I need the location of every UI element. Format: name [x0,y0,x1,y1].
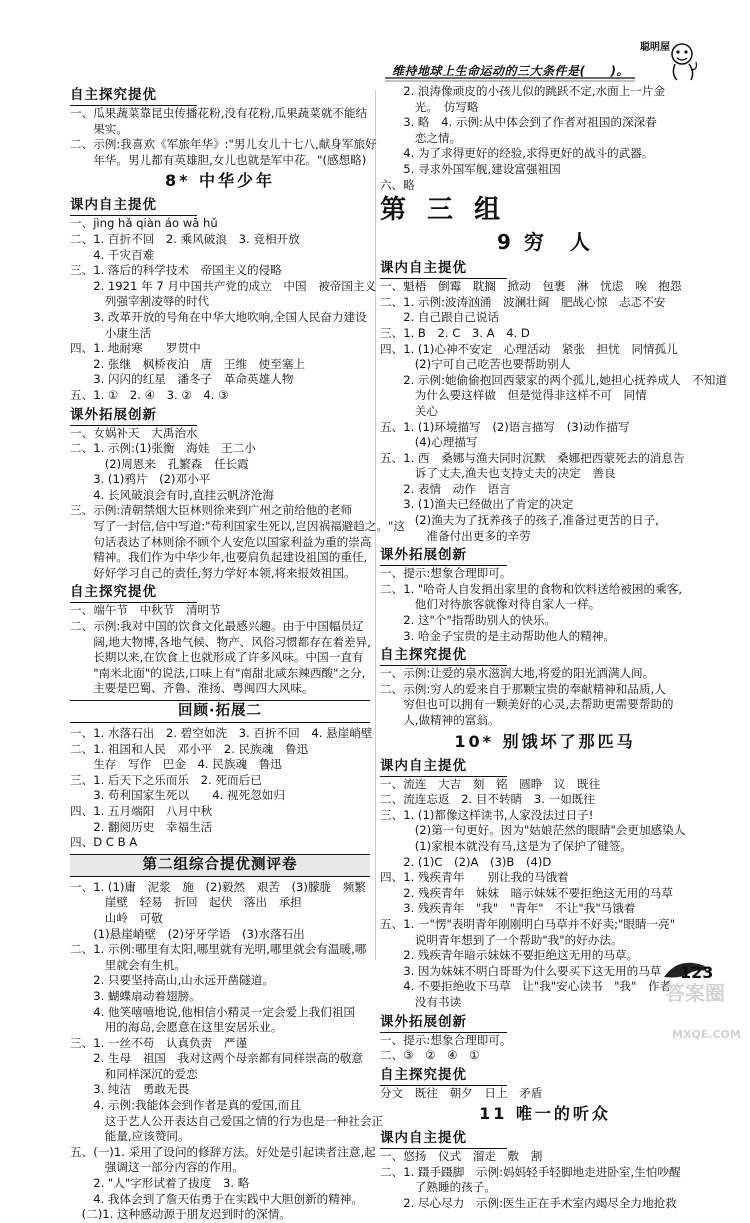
answer-line: 没有书读 [380,994,462,1009]
answer-line: 2. 这"个"指帮助别人的快乐。 [380,613,557,628]
section-heading: 课内自主提优 [380,757,507,777]
answer-line: (2)第一句更好。因为"姑娘茫然的眼睛"会更加感染人 [380,823,686,838]
answer-line: 崖壁 轻易 折回 起伏 落出 承担 [70,895,302,910]
answer-line: 4. 长风破浪会有时,直挂云帆济沧海 [70,487,274,502]
group-title: 第 三 组 [380,195,507,226]
monkey-mascot-icon [665,40,699,82]
answer-line: 2. 残疾青年 妹妹 暗示妹妹不要拒绝这无用的马草 [380,885,673,900]
answer-line: 四、1. 五月端阳 八月中秋 [70,803,213,818]
answer-line: 五、(一)1. 采用了设问的修辞方法。好处是引起读者注意,起 [70,1144,376,1159]
right-column [380,84,727,1212]
section-heading-row [380,1064,710,1086]
section-heading: 课内自主提优 [380,259,507,279]
answer-line: 2. "人"字形试着了拔度 3. 略 [70,1176,250,1191]
answer-line: 一、女娲补天 大禹治水 [70,425,198,440]
answer-line: 四、1. 残疾青年 别让我的马饿着 [380,870,569,885]
answer-line: 长期以来,在饮食上也就形成了许多风味。中国一直有 [70,650,364,665]
section-heading-row [70,581,370,603]
answer-line: 2. 只要坚持高山,山永远开凿隧道。 [70,973,274,988]
answer-line: 3. 略 4. 示例:从中体会到了作者对祖国的深深眷 [380,115,657,130]
answer-line: 一、魁梧 倒霉 耽搁 掀动 包裹 淋 忧虑 唉 抱怨 [380,279,682,294]
answer-line: 二、1. 示例:波涛汹涌 波澜壮阔 肥战心惊 忐忑不安 [380,294,666,309]
answer-line: 三、示例:清朝禁烟大臣林则徐来到广州之前给他的老师 [70,503,353,518]
answer-line: 三、1. 后天下之乐而乐 2. 死而后已 [70,772,262,787]
answer-line: 强调这一部分内容的作用。 [70,1160,244,1175]
answer-line: 4. 不要拒绝收下马草 让"我"安心读书 "我" 作者 [380,979,672,994]
answer-line: (4)心理描写 [380,435,478,450]
answer-line: 五、1. (1)环境描写 (2)语言描写 (3)动作描写 [380,419,630,434]
section-heading: 自主探究提优 [70,86,197,106]
section-heading: 自主探究提优 [380,646,507,666]
unit-banner: 第二组综合提优测评卷 [70,854,370,877]
answer-line: 能量,应该赞同。 [70,1129,190,1144]
answer-line: 和同样深沉的爱恋 [70,1066,198,1081]
answer-line: 准备付出更多的辛劳 [380,528,531,543]
answer-line: 3. (1)渔夫已经做出了肯定的决定 [380,497,574,512]
answer-line: 关心 [380,403,438,418]
answer-line: 四、D C B A [70,835,138,850]
answer-line: 年华。男儿都有英雄胆,女儿也就是军中花。"(感想略) [70,152,367,167]
answer-line: 穷但也可以拥有一颗美好的心灵,去帮助更需要帮助的 [380,697,674,712]
answer-line: 四、1. 地耐寒 罗贯中 [70,341,201,356]
answer-line: 2. 生母 祖国 我对这两个母亲都有同样崇高的敬意 [70,1051,363,1066]
answer-line: 二、1. 百折不回 2. 乘风破浪 3. 竞相开放 [70,231,300,246]
answer-line: 2. 残疾青年暗示妹妹不要拒绝这无用的马草。 [380,948,639,963]
answer-line: 3. 因为妹妹不明白哥哥为什么要买下这无用的马草 [380,963,662,978]
answer-line: 列强宰割凌辱的时代 [70,294,210,309]
header-slogan: 维持地球上生命运动的三大条件是( )。 [392,64,629,78]
answer-line: 小康生活 [70,325,152,340]
lesson-title: 10* 别饿坏了那匹马 [454,731,636,751]
watermark-url: MXQE.COM [672,1028,741,1041]
answer-line: 了熟睡的孩子。 [380,1180,496,1195]
answer-line: 六、略 [380,177,415,192]
answer-line: 2. 浪涛像顽皮的小孩儿似的跳跃不定,水面上一片金 [380,84,666,98]
answer-line: 3. 苟利国家生死以 4. 视死忽如归 [70,788,285,803]
answer-line: 一、jìng hǎ qiàn áo wā hǔ [70,216,218,231]
answer-line: 恋之情。 [380,130,462,145]
answer-line: 一、流连 大吉 刻 铭 圆睁 议 既往 [380,776,601,791]
answer-line: 一、1. 水落石出 2. 碧空如洗 3. 百折不回 4. 悬崖峭壁 [70,726,373,740]
answer-line: 人,做精神的富翁。 [380,713,500,727]
answer-line: 二、示例:我喜欢《军旅年华》:"男儿女儿十七八,献身军旅好 [70,137,377,152]
section-heading-row [70,84,370,106]
answer-line: 2. 表情 动作 语言 [380,481,511,496]
answer-line: 一、示例:让爱的泉水滋润大地,将爱的阳光洒满人间。 [380,666,655,681]
answer-line: (2)周恩来 孔繁森 任长霞 [70,456,249,471]
answer-line: 4. 为了求得更好的经验,求得更好的战斗的武器。 [380,146,654,161]
section-heading: 自主探究提优 [70,583,197,603]
answer-line: 一、瓜果蔬菜靠昆虫传播花粉,没有花粉,瓜果蔬菜就不能结 [70,106,368,120]
page-number: 123 [680,963,714,982]
answer-line: 诉了丈夫,渔夫也支持丈夫的决定 善良 [380,466,616,481]
answer-line: 一、端午节 中秋节 清明节 [70,603,221,618]
lesson-title: 11 唯一的听众 [479,1104,611,1124]
answer-line: 2. 1921 年 7 月中国共产党的成立 中国 被帝国主义 [70,278,377,293]
answer-line: 阔,地大物博,各地气候、物产、风俗习惯都存在着差异, [70,634,371,649]
answer-line: 2. 示例:她偷偷抱回西蒙家的两个孤儿,她担心抚养成人 不知道 [380,372,727,387]
answer-line: 用的海岛,会愿意在这里安居乐业。 [70,1020,283,1035]
answer-line: 二、③ ② ④ ① [380,1048,480,1063]
answer-line: 4. 千灾百难 [70,247,155,262]
section-heading: 课内自主提优 [380,1129,507,1149]
answer-line: 3. 残疾青年 "我" "青年" 不让"我"马饿着 [380,901,636,916]
answer-line: 3. 蝴蝶扇动着翅膀。 [70,988,201,1003]
section-heading: 课外拓展创新 [380,1013,507,1033]
answer-line: 3. 改革开放的号角在中华大地吹响,全国人民奋力建设 [70,309,367,324]
lesson-title: 8* 中华少年 [164,171,276,191]
answer-line: 一、悠扬 仪式 溜走 敷 割 [380,1149,543,1164]
answer-line: 二、示例:我对中国的饮食文化最感兴趣。由于中国幅员辽 [70,619,364,634]
section-heading-row [380,1127,710,1149]
answer-line: 他们对待旅客就像对待自家人一样。 [380,597,601,612]
answer-line: 4. 他笑嘻嘻地说,他相信小精灵一定会爱上我们祖国 [70,1004,356,1019]
answer-line: 二、1. 蹑手蹑脚 示例:妈妈轻手轻脚地走进卧室,生怕吵醒 [380,1164,681,1179]
answer-line: 主要是巴蜀、齐鲁、淮扬、粤闽四大风味。 [70,681,314,696]
answer-line: 三、1. B 2. C 3. A 4. D [380,325,530,340]
answer-line: 里就会有生机。 [70,957,186,972]
section-heading: 课外拓展创新 [70,406,197,426]
answer-line: 3. 闪闪的红星 潘冬子 革命英雄人物 [70,372,294,387]
answer-line: 一、提示:想象合理即可。 [380,1032,512,1047]
section-heading: 自主探究提优 [380,1066,507,1086]
answer-line: 这于艺人公开表达自己爱国之情的行为也是一种社会正 [70,1113,384,1128]
answer-line: 果实。 [70,121,128,136]
section-heading-row [70,194,370,216]
answer-line: 山岭 可敬 [70,910,163,925]
answer-line: "南米北面"的说法,口味上有"南甜北咸东辣西酸"之分, [70,665,366,680]
section-heading-row [70,404,370,426]
answer-line: 二、1. 示例:(1)张衡 海娃 王二小 [70,441,256,456]
section-heading: 课外拓展创新 [380,546,507,566]
answer-line: 五、1. 西 桑娜与渔夫同时沉默 桑娜把西蒙死去的消息告 [380,450,685,465]
answer-line: 三、1. 落后的科学技术 帝国主义的侵略 [70,263,282,278]
answer-line: 分文 既往 朝夕 日上 矛盾 [380,1085,543,1100]
brand-label: 聪明屋 [640,42,670,53]
answer-line: 三、1. 一丝不苟 认真负责 严谨 [70,1035,248,1050]
answer-line: 3. (1)鸦片 (2)邓小平 [70,472,211,487]
answer-line: 精神。我们作为中华少年,也要肩负起建设祖国的重任, [70,550,368,565]
answer-line: 三、1. (1)都像这样读书,人家没法过日子! [380,807,594,822]
answer-line: 二、示例:穷人的爱来自于那颗宝贵的奉献精神和品质,人 [380,681,666,696]
watermark-logo: 答案圈 [665,981,725,1005]
answer-line: 好好学习自己的责任,努力学好本领,将来报效祖国。 [70,565,356,580]
answer-line: 二、流连忘返 2. 目不转睛 3. 一如既往 [380,792,595,807]
section-heading-row [380,257,710,279]
answer-line: 四、1. (1)心神不安定 心理活动 紧张 担忧 同情孤儿 [380,341,678,356]
answer-line: 生存 写作 巴金 4. 民族魂 鲁迅 [70,757,282,772]
answer-line: 4. 示例:我能体会到作者是真的爱国,而且 [70,1098,302,1113]
answer-line: 句话表达了林则徐不顾个人安危以国家利益为重的崇高 [70,534,372,549]
answer-line: 2. 自己跟自己说话 [380,310,500,325]
section-heading-row [380,1011,710,1033]
answer-line: 五、1. ① 2. ④ 3. ② 4. ③ [70,387,229,402]
answer-line: 2. (1)C (2)A (3)B (4)D [380,854,552,869]
answer-line: 3. 哈金子宝贵的是主动帮助他人的精神。 [380,628,616,643]
answer-line: (1)家根本就没有马,这是为了保护了键签。 [380,838,632,853]
answer-line: 五、1. 一"愣"表明青年刚刚明白马草并不好卖;"眼睛一亮" [380,916,676,931]
answer-line: (二)1. 这种感动源于朋友迟到时的深情。 [70,1207,291,1222]
answer-line: 2. 张继 枫桥夜泊 唐 王维 使至塞上 [70,356,306,371]
answer-line: 3. 纯洁 勇敢无畏 [70,1082,190,1097]
section-heading: 课内自主提优 [70,196,197,216]
answer-line: 二、1. "哈奇人自发捐出家里的食物和饮料送给被困的乘客, [380,581,683,596]
section-heading-row [380,755,710,777]
answer-line: 2. 尽心尽力 示例:医生正在手术室内竭尽全力地抢救 [380,1196,677,1211]
answer-line: 一、1. (1)庸 泥浆 施 (2)毅然 艰苦 (3)朦胧 频繁 [70,879,366,894]
answer-line: 写了一封信,信中写道:"苟利国家生死以,岂因祸福避趋之。"这 [70,519,405,534]
answer-line: (2)渔夫为了抚养孩子的孩子,准备过更苦的日子, [380,513,659,528]
section-heading-row [380,544,710,566]
answer-line: 二、1. 示例:哪里有太阳,哪里就有光明,哪里就会有温暖,哪 [70,942,367,957]
answer-line: 一、提示:想象合理即可。 [380,566,512,581]
answer-line: (1)悬崖峭壁 (2)牙牙学语 (3)水落石出 [70,926,305,941]
answer-line: 二、1. 祖国和人民 邓小平 2. 民族魂 鲁迅 [70,741,309,756]
answer-line: 4. 我体会到了詹天佑勇于在实践中大胆创新的精神。 [70,1191,363,1206]
unit-banner: 回顾·拓展二 [70,700,370,723]
answer-line: 2. 翻阅历史 幸福生活 [70,819,213,834]
answer-line: (2)宁可自己吃苦也要帮助别人 [380,357,571,372]
answer-line: 为什么要这样做 但是觉得非这样不可 同情 [380,388,647,403]
section-heading-row [380,644,710,666]
lesson-title: 9 穷 人 [497,230,593,255]
answer-line: 说明青年想到了一个帮助"我"的好办法。 [380,932,623,947]
answer-line: 5. 寻求外国军舰,建设富强祖国 [380,161,561,176]
answer-line: 光。 仿写略 [380,99,479,114]
